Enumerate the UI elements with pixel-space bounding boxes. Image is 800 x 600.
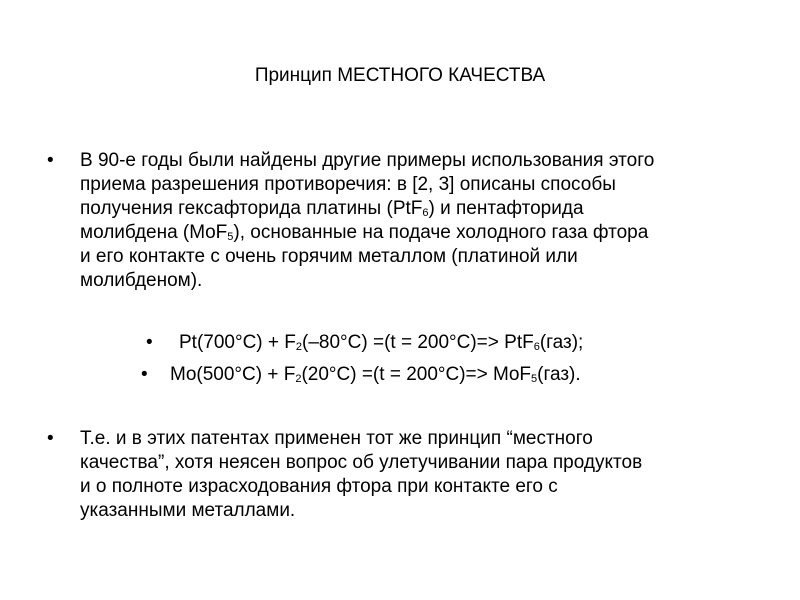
equation-platinum bbox=[146, 331, 583, 355]
equation-molybdenum bbox=[141, 363, 581, 387]
bullet-icon: • bbox=[141, 364, 148, 385]
equation-text: $Mo(500^\circ C) + F_2(20^\circ C) =(t = 200^\circ C)=> MoF_5(газ)$. bbox=[170, 364, 581, 385]
text-line: и о полноте израсходования фтора при контакте его с bbox=[80, 476, 558, 497]
paragraph-1-text bbox=[80, 149, 767, 293]
bullet-icon: • bbox=[47, 428, 54, 449]
bullet-paragraph-1 bbox=[47, 149, 767, 293]
text-line: указанными металлами. bbox=[80, 500, 296, 521]
text-line: В 90-е годы были найдены другие примеры использования этого bbox=[80, 150, 655, 171]
paragraph-2-text bbox=[80, 427, 767, 523]
bullet-icon: • bbox=[146, 332, 153, 353]
text-line: молибдена (MoF$_5$), основанные на подаче холодного газа фтора bbox=[80, 222, 649, 243]
equation-text: $Pt(700^\circ C) + F_2(-80^\circ C) =(t = 200^\circ C)=> PtF_6(газ)$; bbox=[179, 332, 584, 353]
bullet-icon: • bbox=[47, 150, 54, 171]
text-line: приема разрешения противоречия: в [2, 3] описаны способы bbox=[80, 174, 616, 195]
text-line: и его контакте с очень горячим металлом (платиной или bbox=[80, 246, 578, 267]
text-line: получения гексафторида платины (PtF$_6$) и пентафторида bbox=[80, 198, 584, 219]
text-line: качества”, хотя неясен вопрос об улетучивании пара продуктов bbox=[80, 452, 643, 473]
text-line: молибденом). bbox=[80, 270, 203, 291]
bullet-paragraph-2 bbox=[47, 427, 767, 523]
text-line: Т.е. и в этих патентах применен тот же принцип “местного bbox=[80, 428, 593, 449]
slide-title: Принцип МЕСТНОГО КАЧЕСТВА bbox=[254, 65, 546, 86]
